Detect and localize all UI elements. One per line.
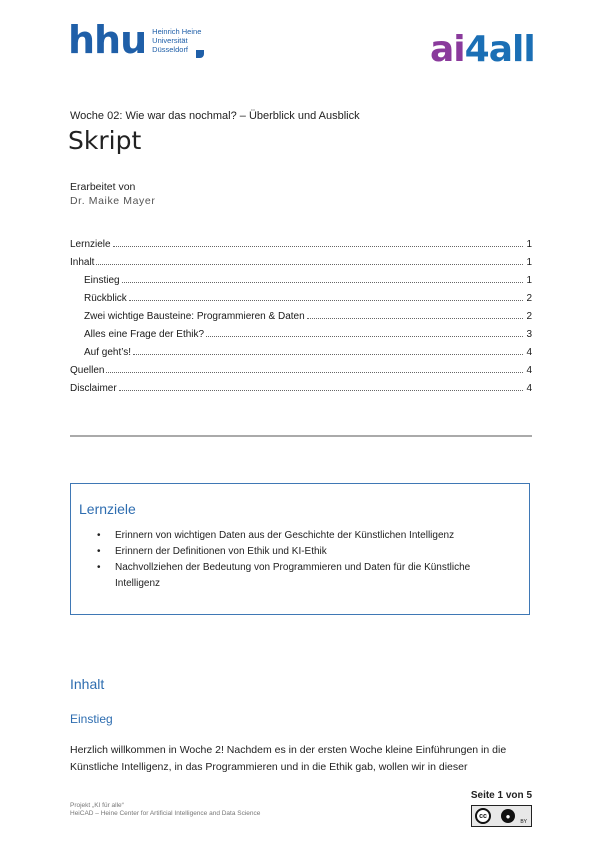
learning-goals-box — [70, 483, 530, 615]
toc-leader-dots — [307, 317, 524, 319]
page-mid: von — [503, 790, 527, 801]
footer-center: HeiCAD – Heine Center for Artificial Intelligence and Data Science — [70, 810, 261, 817]
toc-entry-label: Alles eine Frage der Ethik? — [84, 329, 205, 340]
toc-entry[interactable] — [70, 358, 532, 376]
toc-entry-label: Auf geht’s! — [84, 347, 132, 358]
toc-entry-page: 2 — [523, 293, 532, 304]
ai4all-logo — [430, 29, 535, 70]
toc-entry-label: Zwei wichtige Bausteine: Programmieren & Daten — [84, 311, 305, 322]
learning-goals-list — [97, 528, 515, 592]
ai4all-logo-ai: ai — [430, 29, 465, 70]
hhu-logo-line: Heinrich Heine — [152, 27, 202, 36]
toc-entry-page: 1 — [523, 257, 532, 268]
toc-leader-dots — [206, 335, 523, 337]
goal-text: Erinnern von wichtigen Daten aus der Geschichte der Künstlichen Intelligenz — [115, 530, 455, 541]
toc-entry-label: Lernziele — [70, 239, 111, 250]
toc-entry[interactable] — [70, 304, 532, 322]
page-title: Skript — [68, 126, 142, 155]
list-item — [97, 528, 515, 544]
page-number — [471, 790, 532, 801]
toc-entry[interactable] — [70, 340, 532, 358]
footer-project-info — [70, 802, 260, 818]
section-heading-einstieg: Einstieg — [70, 712, 113, 726]
by-label: BY — [520, 819, 527, 825]
toc-entry-page: 1 — [523, 275, 532, 286]
hhu-logo-text — [152, 27, 201, 54]
hhu-logo-dot — [196, 50, 204, 58]
toc-entry[interactable] — [70, 268, 532, 286]
toc-entry[interactable] — [70, 286, 532, 304]
learning-goals-heading: Lernziele — [79, 501, 136, 517]
toc-entry-page: 4 — [523, 383, 532, 394]
toc-leader-dots — [122, 281, 524, 283]
toc-leader-dots — [106, 371, 523, 373]
divider — [70, 435, 532, 437]
cc-icon: cc — [475, 808, 491, 824]
hhu-logo-mark: hhu — [68, 18, 147, 62]
toc-entry[interactable] — [70, 376, 532, 394]
toc-entry-page: 4 — [523, 347, 532, 358]
table-of-contents — [70, 232, 532, 394]
toc-leader-dots — [113, 245, 524, 247]
cc-by-license-icon — [471, 805, 532, 827]
person-icon: ● — [501, 809, 515, 823]
page-current: 1 — [497, 790, 504, 801]
intro-paragraph: Herzlich willkommen in Woche 2! Nachdem es in der ersten Woche kleine Einführungen in die Künstliche Intelligenz, in das Programmieren und in die Ethik gab, wollen wir in dieser — [70, 744, 507, 773]
list-item — [97, 544, 515, 560]
toc-entry-label: Rückblick — [84, 293, 127, 304]
footer-project: Projekt „KI für alle“ — [70, 802, 124, 809]
list-item — [97, 560, 515, 592]
toc-leader-dots — [119, 389, 524, 391]
toc-entry-label: Einstieg — [84, 275, 120, 286]
bullet-icon: • — [97, 546, 101, 557]
toc-entry-page: 1 — [523, 239, 532, 250]
toc-entry-label: Quellen — [70, 365, 105, 376]
bullet-icon: • — [97, 530, 101, 541]
bullet-icon: • — [97, 562, 101, 573]
hhu-logo-line: Düsseldorf — [152, 45, 189, 54]
toc-entry-page: 4 — [523, 365, 532, 376]
toc-leader-dots — [129, 299, 524, 301]
toc-entry-page: 2 — [523, 311, 532, 322]
toc-entry-label: Inhalt — [70, 257, 95, 268]
page-prefix: Seite — [470, 790, 498, 801]
hhu-logo — [68, 18, 202, 62]
week-subtitle: Woche 02: Wie war das nochmal? – Überblick und Ausblick — [70, 110, 360, 122]
page-total: 5 — [526, 790, 532, 801]
ai4all-logo-4all: 4all — [464, 29, 535, 70]
section-heading-inhalt: Inhalt — [70, 676, 105, 692]
author-name: Dr. Maike Mayer — [70, 195, 156, 207]
toc-entry[interactable] — [70, 232, 532, 250]
toc-entry[interactable] — [70, 322, 532, 340]
toc-entry-label: Disclaimer — [70, 383, 117, 394]
toc-leader-dots — [133, 353, 523, 355]
goal-text: Erinnern der Definitionen von Ethik und KI-Ethik — [115, 546, 327, 557]
goal-text: Nachvollziehen der Bedeutung von Programmieren und Daten für die Künstliche Intelligenz — [115, 562, 471, 589]
hhu-logo-line: Universität — [152, 36, 188, 45]
author-label: Erarbeitet von — [70, 181, 136, 193]
toc-leader-dots — [96, 263, 523, 265]
toc-entry[interactable] — [70, 250, 532, 268]
toc-entry-page: 3 — [523, 329, 532, 340]
